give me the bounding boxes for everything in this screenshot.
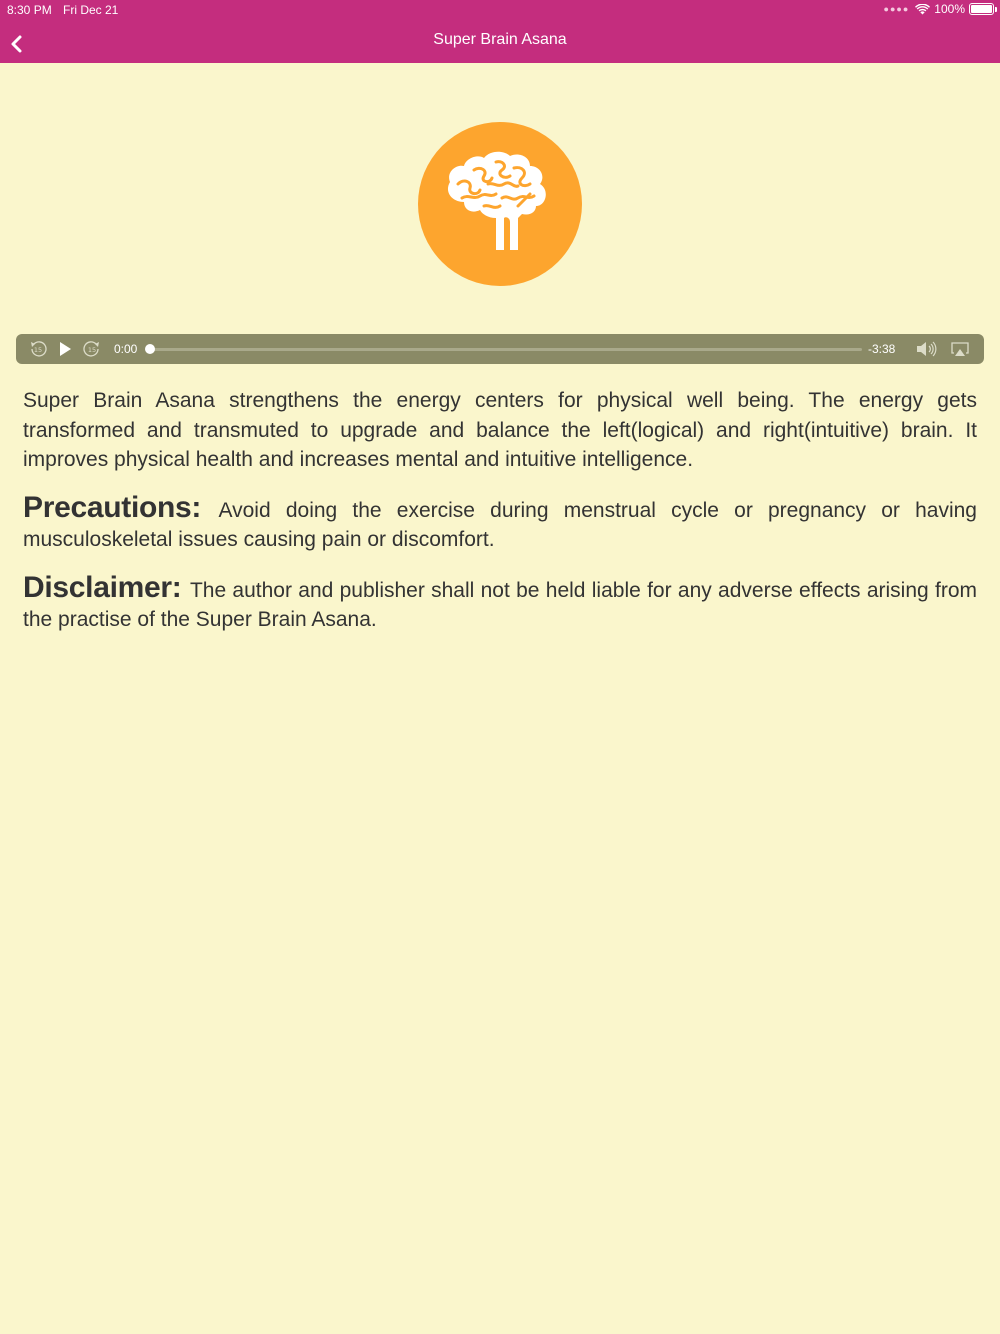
- brain-icon: [418, 122, 582, 286]
- progress-thumb[interactable]: [145, 344, 155, 354]
- disclaimer-text: The author and publisher shall not be held liable for any adverse effects arising from the practise of the Super Brain Asana.: [23, 578, 977, 631]
- top-bar: [0, 0, 1000, 63]
- battery-icon: [969, 3, 994, 15]
- svg-text:15: 15: [87, 346, 97, 354]
- precautions-paragraph: [23, 490, 977, 555]
- audio-player: [16, 334, 984, 364]
- intro-text: Super Brain Asana strengthens the energy centers for physical well being. The energy gets transformed and transmuted to upgrade and balance the left(logical) and right(intuitive) brain. It improves physical health and increases mental and intuitive intelligence.: [23, 389, 977, 471]
- precautions-heading: Precautions:: [23, 490, 219, 524]
- status-time: 8:30 PM: [7, 3, 52, 17]
- volume-icon[interactable]: [915, 340, 937, 358]
- forward-15-icon[interactable]: [83, 340, 101, 358]
- intro-paragraph: [23, 386, 977, 475]
- status-date: Fri Dec 21: [63, 3, 119, 17]
- status-right: [884, 2, 994, 16]
- battery-percent: 100%: [934, 2, 965, 16]
- disclaimer-heading: Disclaimer:: [23, 570, 190, 604]
- navigation-bar: [0, 20, 1000, 63]
- cellular-dots-icon: ●●●●: [883, 4, 910, 14]
- airplay-icon[interactable]: [951, 340, 969, 358]
- progress-track[interactable]: [150, 348, 862, 351]
- disclaimer-paragraph: [23, 570, 977, 635]
- remaining-time: -3:38: [868, 342, 896, 356]
- status-bar: [0, 0, 1000, 20]
- play-icon[interactable]: [56, 340, 74, 358]
- wifi-icon: [915, 4, 930, 15]
- asana-description: [23, 386, 977, 653]
- rewind-15-icon[interactable]: [29, 340, 47, 358]
- current-time: 0:00: [114, 342, 138, 356]
- page-title: Super Brain Asana: [433, 31, 567, 48]
- svg-text:15: 15: [33, 346, 43, 354]
- asana-logo: [418, 122, 582, 286]
- precautions-text: Avoid doing the exercise during menstrual cycle or pregnancy or having musculoskeletal issues causing pain or discomfort.: [23, 498, 977, 551]
